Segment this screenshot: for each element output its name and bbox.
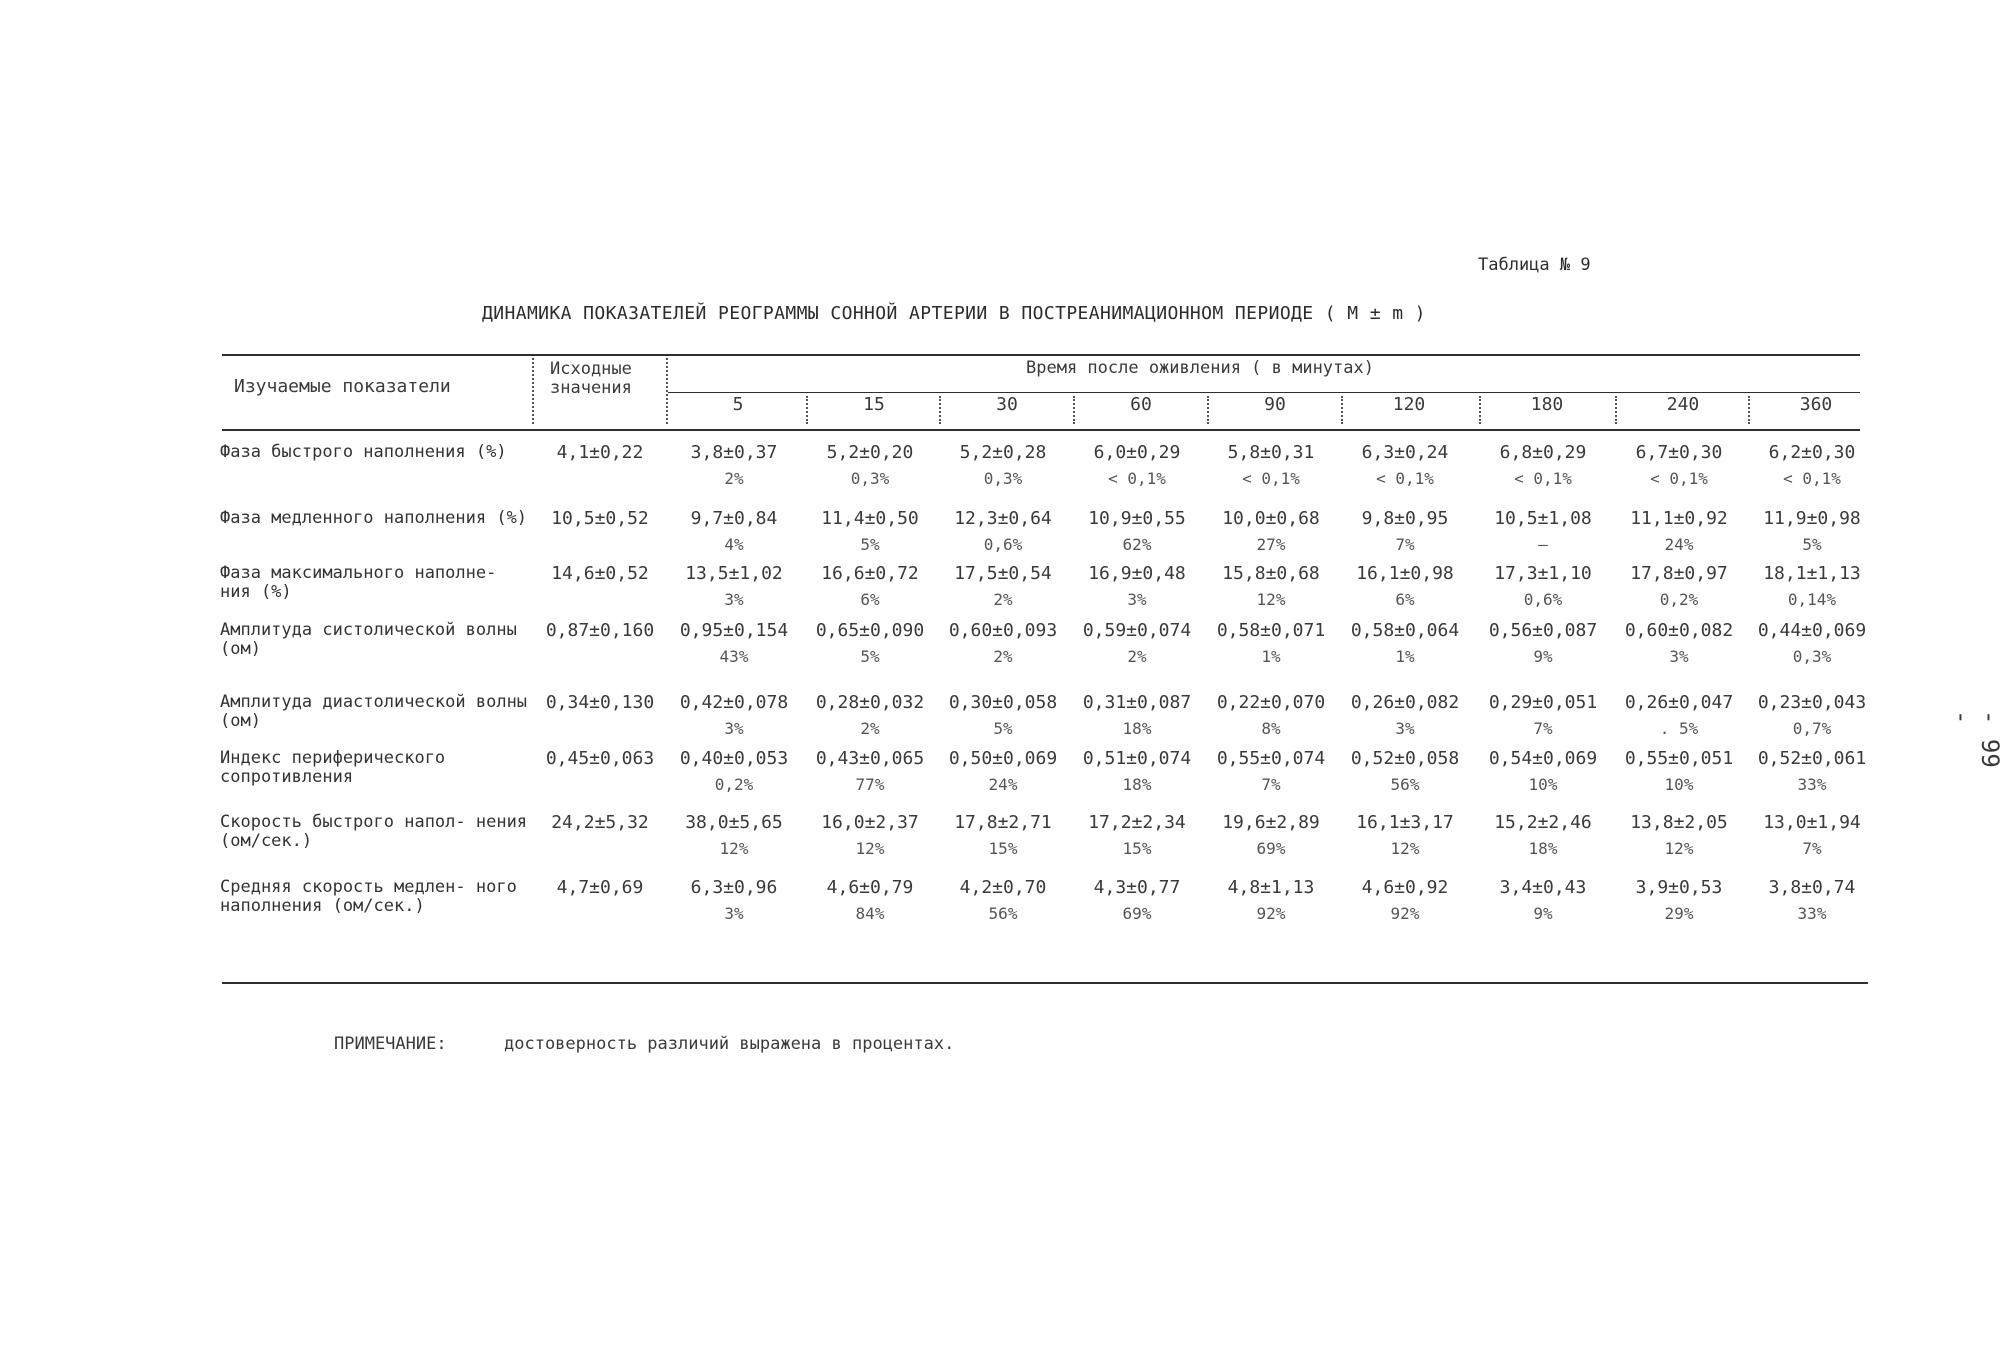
mean-value: 4,3±0,77 [1093,877,1181,898]
initial-value: 4,7±0,69 [556,877,644,898]
significance-value: 3% [1395,719,1415,738]
column-divider [1748,396,1750,424]
row-label: Скорость быстрого напол- нения (ом/сек.) [220,812,528,851]
mean-value: 0,54±0,069 [1488,748,1598,769]
significance-value: 6% [1395,590,1415,609]
significance-value: 43% [719,647,749,666]
value-cell [1609,746,1749,798]
initial-value-cell [534,875,666,901]
mean-value: 0,58±0,071 [1216,620,1326,641]
initial-value-cell [534,690,666,716]
value-cell [1473,440,1613,492]
row-label: Фаза быстрого наполнения (%) [220,442,507,462]
significance-value: 5% [860,647,880,666]
mean-value: 4,6±0,79 [826,877,914,898]
significance-value: 33% [1797,904,1827,923]
value-cell [1335,875,1475,927]
mean-value: 0,22±0,070 [1216,692,1326,713]
mean-value: 0,30±0,058 [948,692,1058,713]
mean-value: 3,4±0,43 [1499,877,1587,898]
value-cell [1201,810,1341,862]
significance-value: . 5% [1659,719,1699,738]
mean-value: 0,56±0,087 [1488,620,1598,641]
value-cell [664,506,804,558]
mean-value: 0,60±0,093 [948,620,1058,641]
significance-value: 15% [1122,839,1152,858]
mean-value: 16,0±2,37 [821,812,919,833]
value-cell [1473,506,1613,558]
value-cell [1742,690,1882,742]
initial-value-cell [534,561,666,587]
initial-value: 10,5±0,52 [551,508,649,529]
initial-value: 14,6±0,52 [551,563,649,584]
value-cell [800,690,940,742]
value-cell [800,618,940,670]
mean-value: 16,1±3,17 [1356,812,1454,833]
initial-value: 24,2±5,32 [551,812,649,833]
column-header-90: 90 [1264,394,1286,415]
value-cell [1335,810,1475,862]
initial-value: 0,45±0,063 [545,748,655,769]
value-cell [933,618,1073,670]
mean-value: 11,4±0,50 [821,508,919,529]
column-header-5: 5 [732,394,744,415]
mean-value: 6,8±0,29 [1499,442,1587,463]
significance-value: 1% [1395,647,1415,666]
mean-value: 5,2±0,28 [959,442,1047,463]
mean-value: 0,26±0,047 [1624,692,1734,713]
value-cell [800,561,940,613]
mean-value: 0,43±0,065 [815,748,925,769]
significance-value: 12% [1256,590,1286,609]
column-header-240: 240 [1666,394,1700,415]
mean-value: 10,9±0,55 [1088,508,1186,529]
note-text: достоверность различий выражена в процентах. [504,1034,955,1054]
significance-value: 3% [1127,590,1147,609]
value-cell [933,746,1073,798]
value-cell [1742,561,1882,613]
significance-value: 12% [719,839,749,858]
value-cell [1742,810,1882,862]
mean-value: 0,52±0,058 [1350,748,1460,769]
column-header-15: 15 [863,394,885,415]
value-cell [1609,440,1749,492]
mean-value: 10,0±0,68 [1222,508,1320,529]
table-number-label: Таблица № 9 [1478,255,1591,275]
significance-value: 4% [724,535,744,554]
mean-value: 38,0±5,65 [685,812,783,833]
mean-value: 17,2±2,34 [1088,812,1186,833]
significance-value: 5% [993,719,1013,738]
column-divider [806,396,808,424]
significance-value: 10% [1528,775,1558,794]
value-cell [1067,875,1207,927]
value-cell [664,746,804,798]
significance-value: < 0,1% [1108,469,1166,488]
mean-value: 9,7±0,84 [690,508,778,529]
mean-value: 0,55±0,051 [1624,748,1734,769]
header-initial-values: Исходные значения [550,359,632,398]
significance-value: 2% [1127,647,1147,666]
mean-value: 0,60±0,082 [1624,620,1734,641]
initial-value-cell [534,810,666,836]
initial-value: 4,1±0,22 [556,442,644,463]
significance-value: 3% [1669,647,1689,666]
significance-value: 2% [724,469,744,488]
mean-value: 0,52±0,061 [1757,748,1867,769]
value-cell [1609,810,1749,862]
mean-value: 19,6±2,89 [1222,812,1320,833]
value-cell [933,810,1073,862]
value-cell [1335,506,1475,558]
mean-value: 12,3±0,64 [954,508,1052,529]
value-cell [1609,690,1749,742]
significance-value: 69% [1122,904,1152,923]
value-cell [1742,440,1882,492]
significance-value: 0,14% [1787,590,1837,609]
value-cell [1067,506,1207,558]
significance-value: 3% [724,719,744,738]
header-indicator: Изучаемые показатели [234,376,451,397]
mean-value: 11,9±0,98 [1763,508,1861,529]
significance-value: 2% [860,719,880,738]
significance-value: 0,2% [1659,590,1699,609]
mean-value: 18,1±1,13 [1763,563,1861,584]
significance-value: 7% [1802,839,1822,858]
mean-value: 16,1±0,98 [1356,563,1454,584]
value-cell [800,875,940,927]
mean-value: 3,8±0,74 [1768,877,1856,898]
significance-value: 9% [1533,904,1553,923]
value-cell [800,506,940,558]
initial-value-cell [534,618,666,644]
mean-value: 5,2±0,20 [826,442,914,463]
value-cell [1335,690,1475,742]
column-header-30: 30 [996,394,1018,415]
mean-value: 6,2±0,30 [1768,442,1856,463]
significance-value: 12% [1390,839,1420,858]
value-cell [1473,618,1613,670]
column-divider [1341,396,1343,424]
mean-value: 0,65±0,090 [815,620,925,641]
value-cell [1067,690,1207,742]
significance-value: < 0,1% [1376,469,1434,488]
value-cell [1067,810,1207,862]
significance-value: < 0,1% [1650,469,1708,488]
value-cell [664,690,804,742]
value-cell [933,561,1073,613]
header-mid-rule [668,392,1860,393]
column-divider [1479,396,1481,424]
significance-value: 10% [1664,775,1694,794]
mean-value: 15,2±2,46 [1494,812,1592,833]
initial-value-cell [534,506,666,532]
mean-value: 17,8±2,71 [954,812,1052,833]
row-label: Индекс периферического сопротивления [220,748,446,787]
value-cell [1201,506,1341,558]
significance-value: 6% [860,590,880,609]
value-cell [664,561,804,613]
mean-value: 0,23±0,043 [1757,692,1867,713]
significance-value: 0,6% [1523,590,1563,609]
mean-value: 16,9±0,48 [1088,563,1186,584]
column-header-360: 360 [1799,394,1833,415]
mean-value: 17,5±0,54 [954,563,1052,584]
value-cell [933,440,1073,492]
table-title: ДИНАМИКА ПОКАЗАТЕЛЕЙ РЕОГРАММЫ СОННОЙ АРТЕРИИ В ПОСТРЕАНИМАЦИОННОМ ПЕРИОДЕ ( M ± m ) [482,303,1426,324]
significance-value: 18% [1528,839,1558,858]
significance-value: 7% [1395,535,1415,554]
significance-value: 2% [993,647,1013,666]
significance-value: 77% [855,775,885,794]
mean-value: 4,8±1,13 [1227,877,1315,898]
significance-value: 69% [1256,839,1286,858]
page-number: - 99 - [1948,710,2004,768]
significance-value: < 0,1% [1242,469,1300,488]
value-cell [1067,618,1207,670]
value-cell [1067,746,1207,798]
row-label: Амплитуда диастолической волны (ом) [220,692,528,731]
mean-value: 9,8±0,95 [1361,508,1449,529]
value-cell [1201,561,1341,613]
significance-value: 0,7% [1792,719,1832,738]
header-bottom-rule [222,429,1860,431]
table-bottom-rule [222,982,1868,984]
mean-value: 0,95±0,154 [679,620,789,641]
table-top-rule [222,354,1860,356]
column-header-180: 180 [1530,394,1564,415]
mean-value: 6,3±0,24 [1361,442,1449,463]
column-divider [1073,396,1075,424]
column-divider [939,396,941,424]
value-cell [1201,690,1341,742]
row-label: Фаза медленного наполнения (%) [220,508,528,528]
note-label: ПРИМЕЧАНИЕ: [334,1034,447,1054]
mean-value: 3,8±0,37 [690,442,778,463]
header-time-after-revival: Время после оживления ( в минутах) [1026,358,1374,378]
significance-value: 84% [855,904,885,923]
significance-value: 29% [1664,904,1694,923]
mean-value: 6,7±0,30 [1635,442,1723,463]
mean-value: 3,9±0,53 [1635,877,1723,898]
value-cell [1067,561,1207,613]
mean-value: 0,26±0,082 [1350,692,1460,713]
mean-value: 0,29±0,051 [1488,692,1598,713]
value-cell [1473,561,1613,613]
significance-value: < 0,1% [1514,469,1572,488]
significance-value: 7% [1533,719,1553,738]
initial-value-cell [534,440,666,466]
mean-value: 13,5±1,02 [685,563,783,584]
mean-value: 13,0±1,94 [1763,812,1861,833]
mean-value: 13,8±2,05 [1630,812,1728,833]
initial-value: 0,34±0,130 [545,692,655,713]
value-cell [1335,746,1475,798]
significance-value: 9% [1533,647,1553,666]
mean-value: 0,55±0,074 [1216,748,1326,769]
significance-value: 2% [993,590,1013,609]
significance-value: < 0,1% [1783,469,1841,488]
mean-value: 6,0±0,29 [1093,442,1181,463]
value-cell [1609,875,1749,927]
row-label: Амплитуда систолической волны (ом) [220,620,517,659]
significance-value: 0,3% [850,469,890,488]
value-cell [800,440,940,492]
value-cell [1473,746,1613,798]
value-cell [1609,618,1749,670]
value-cell [933,690,1073,742]
significance-value: 92% [1256,904,1286,923]
mean-value: 6,3±0,96 [690,877,778,898]
mean-value: 0,31±0,087 [1082,692,1192,713]
mean-value: 0,44±0,069 [1757,620,1867,641]
value-cell [664,618,804,670]
value-cell [933,506,1073,558]
value-cell [1201,875,1341,927]
significance-value: 24% [988,775,1018,794]
value-cell [664,810,804,862]
mean-value: 0,59±0,074 [1082,620,1192,641]
significance-value: 0,3% [1792,647,1832,666]
value-cell [800,746,940,798]
significance-value: 0,3% [983,469,1023,488]
significance-value: 18% [1122,719,1152,738]
value-cell [1473,875,1613,927]
significance-value: 15% [988,839,1018,858]
initial-value-cell [534,746,666,772]
mean-value: 0,40±0,053 [679,748,789,769]
value-cell [1473,810,1613,862]
mean-value: 17,8±0,97 [1630,563,1728,584]
mean-value: 4,6±0,92 [1361,877,1449,898]
mean-value: 4,2±0,70 [959,877,1047,898]
significance-value: 8% [1261,719,1281,738]
significance-value: 1% [1261,647,1281,666]
column-divider [666,358,668,424]
significance-value: – [1538,535,1548,554]
value-cell [1609,506,1749,558]
value-cell [664,875,804,927]
column-header-120: 120 [1392,394,1426,415]
mean-value: 15,8±0,68 [1222,563,1320,584]
value-cell [933,875,1073,927]
significance-value: 12% [855,839,885,858]
significance-value: 33% [1797,775,1827,794]
significance-value: 12% [1664,839,1694,858]
mean-value: 16,6±0,72 [821,563,919,584]
mean-value: 0,42±0,078 [679,692,789,713]
value-cell [1335,440,1475,492]
value-cell [1609,561,1749,613]
value-cell [664,440,804,492]
significance-value: 0,6% [983,535,1023,554]
significance-value: 24% [1664,535,1694,554]
significance-value: 56% [988,904,1018,923]
value-cell [1201,618,1341,670]
value-cell [1473,690,1613,742]
significance-value: 3% [724,904,744,923]
significance-value: 27% [1256,535,1286,554]
value-cell [800,810,940,862]
mean-value: 5,8±0,31 [1227,442,1315,463]
significance-value: 92% [1390,904,1420,923]
mean-value: 0,28±0,032 [815,692,925,713]
value-cell [1742,506,1882,558]
mean-value: 11,1±0,92 [1630,508,1728,529]
significance-value: 56% [1390,775,1420,794]
column-divider [1615,396,1617,424]
significance-value: 5% [860,535,880,554]
mean-value: 0,58±0,064 [1350,620,1460,641]
value-cell [1742,875,1882,927]
significance-value: 3% [724,590,744,609]
row-label: Средняя скорость медлен- ного наполнения (ом/сек.) [220,877,517,916]
column-header-60: 60 [1130,394,1152,415]
value-cell [1067,440,1207,492]
value-cell [1742,618,1882,670]
mean-value: 17,3±1,10 [1494,563,1592,584]
mean-value: 0,50±0,069 [948,748,1058,769]
column-divider [532,358,534,424]
significance-value: 0,2% [714,775,754,794]
column-divider [1207,396,1209,424]
row-label: Фаза максимального наполне- ния (%) [220,563,497,602]
value-cell [1201,440,1341,492]
initial-value: 0,87±0,160 [545,620,655,641]
value-cell [1335,561,1475,613]
significance-value: 7% [1261,775,1281,794]
significance-value: 18% [1122,775,1152,794]
value-cell [1201,746,1341,798]
mean-value: 10,5±1,08 [1494,508,1592,529]
significance-value: 62% [1122,535,1152,554]
value-cell [1742,746,1882,798]
mean-value: 0,51±0,074 [1082,748,1192,769]
value-cell [1335,618,1475,670]
significance-value: 5% [1802,535,1822,554]
